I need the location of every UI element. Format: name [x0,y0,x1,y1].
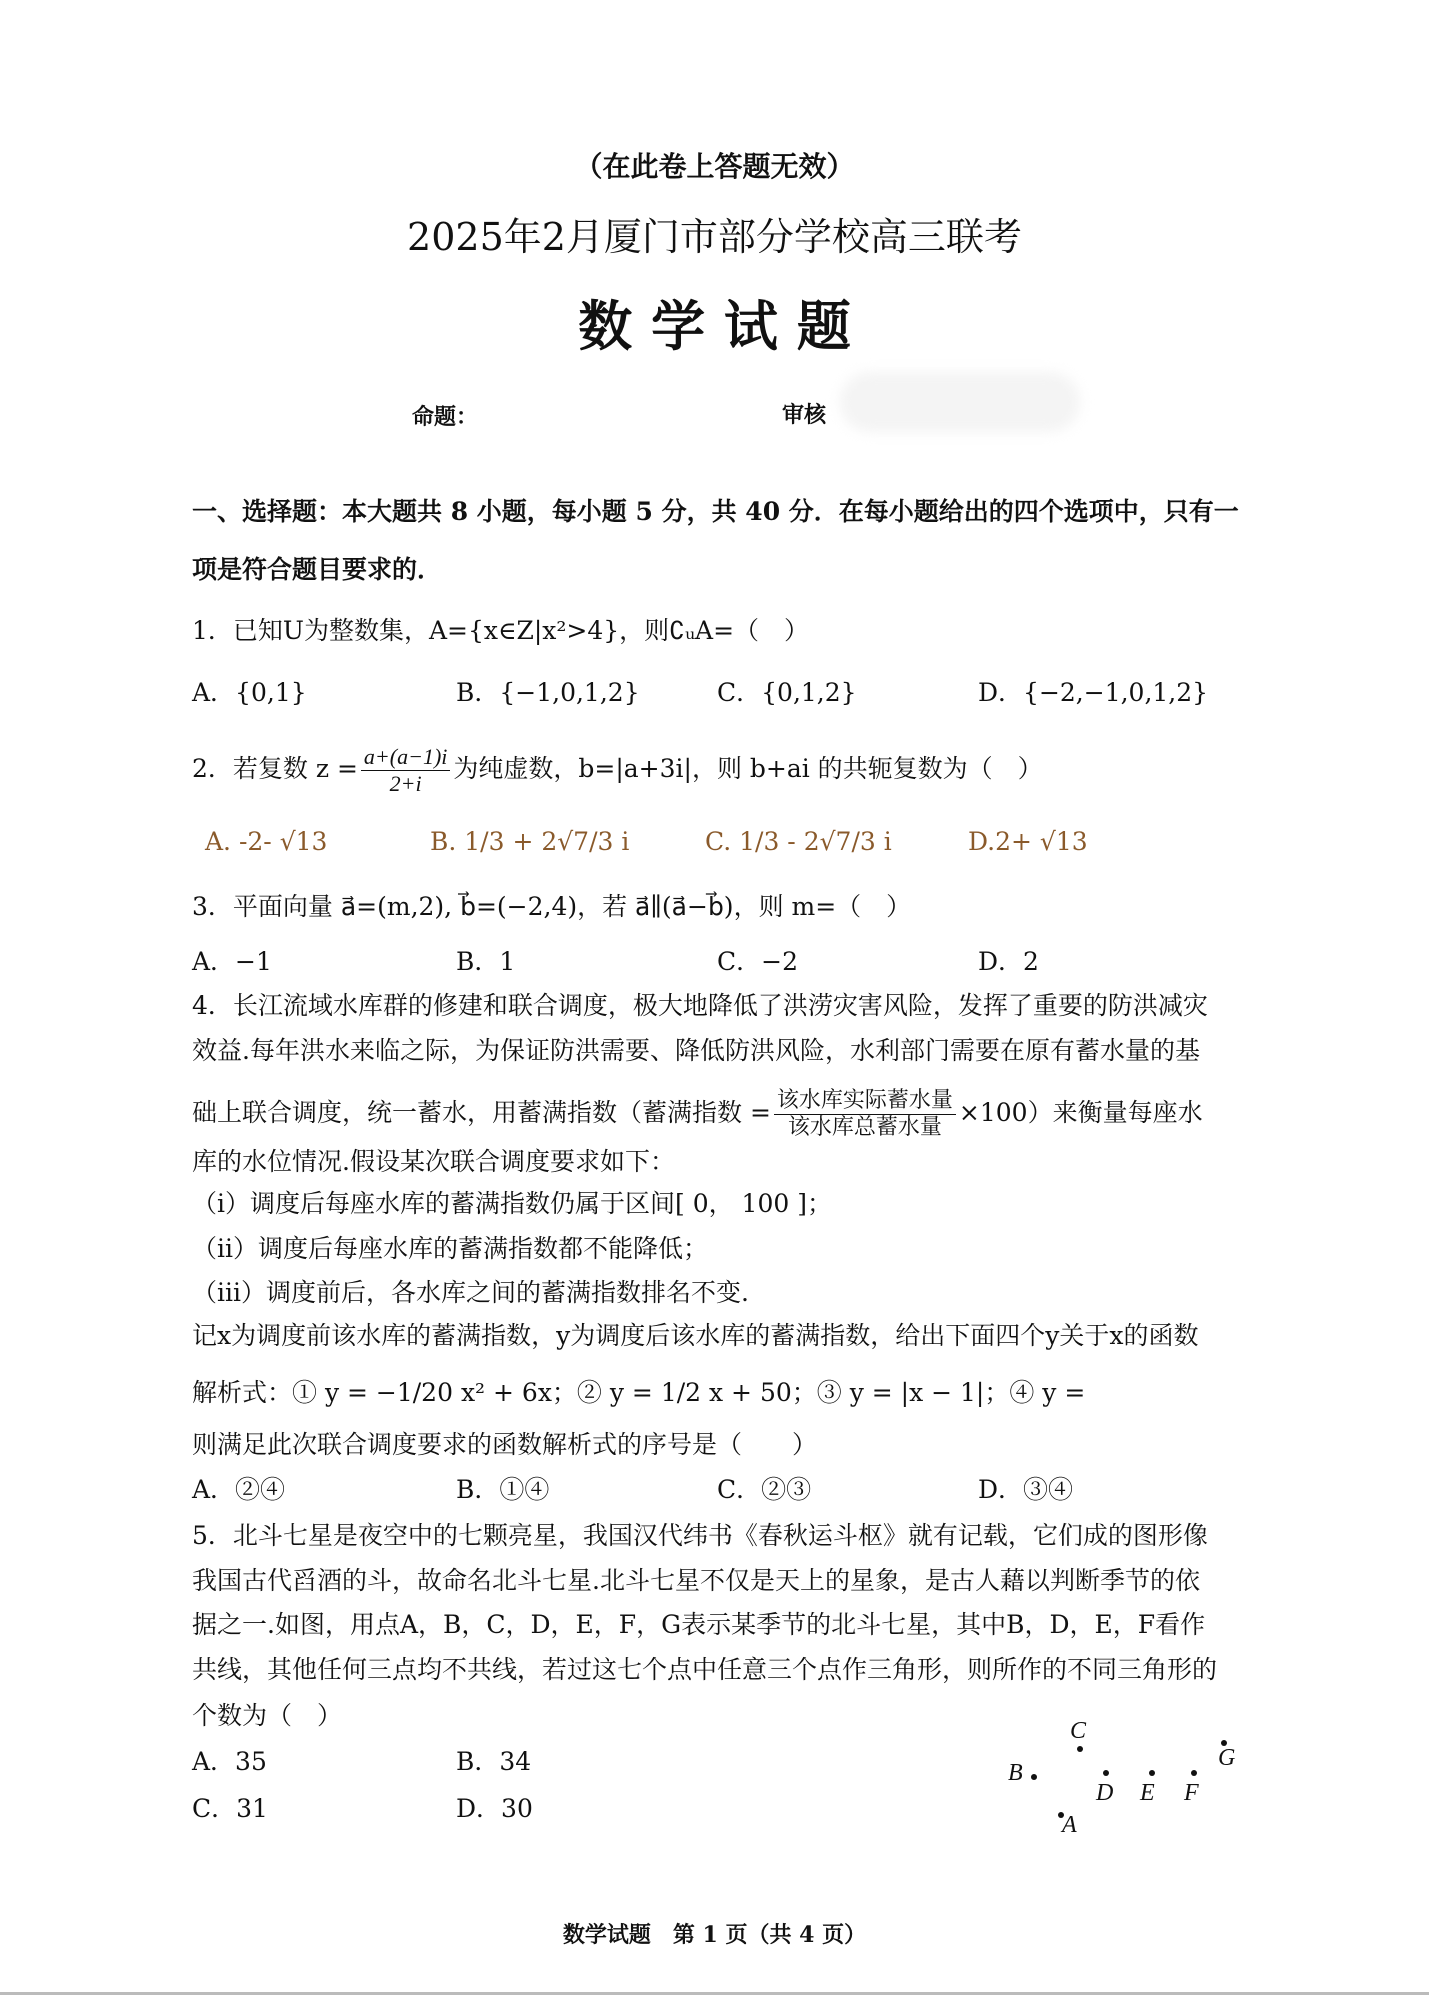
q4-condition-iii: （iii）调度前后，各水库之间的蓄满指数排名不变. [192,1278,749,1307]
q4-line1: 4．长江流域水库群的修建和联合调度，极大地降低了洪涝灾害风险，发挥了重要的防洪减灾 [192,991,1208,1020]
q1-option-b: B．{−1,0,1,2} [456,678,640,707]
q4-formulas: 解析式：① y = −1/20 x² + 6x；② y = 1/2 x + 50；③ y = |x − 1|；④ y = [192,1378,1086,1407]
q3-option-d: D．2 [978,947,1039,976]
q4-index-fraction [774,1088,956,1141]
q5-option-c: C．31 [192,1794,268,1823]
q4-condition-i: （i）调度后每座水库的蓄满指数仍属于区间[ 0， 100 ]； [192,1189,832,1218]
point-a-label: A [1062,1812,1077,1838]
q4-line3-start: 础上联合调度，统一蓄水，用蓄满指数（蓄满指数 = [192,1098,771,1127]
q1-option-a: A．{0,1} [192,678,307,707]
q2-stem-end: 为纯虚数，b=|a+3i|，则 b+ai 的共轭复数为（ ） [453,754,1043,783]
page-footer: 数学试题 第 1 页（共 4 页） [562,1922,867,1948]
q4-ask: 则满足此次联合调度要求的函数解析式的序号是（ ） [192,1430,818,1459]
point-d-dot [1103,1770,1109,1776]
exam-title: 2025年2月厦门市部分学校高三联考 [407,215,1022,259]
point-f-dot [1191,1770,1197,1776]
q5-line1: 5．北斗七星是夜空中的七颗亮星，我国汉代纬书《春秋运斗枢》就有记载，它们成的图形像 [192,1521,1208,1550]
section-header-line2: 项是符合题目要求的． [192,555,443,584]
q4-option-b: B．①④ [456,1475,550,1504]
notice: （在此卷上答题无效） [574,150,855,183]
q4-line8: 记x为调度前该水库的蓄满指数，y为调度后该水库的蓄满指数，给出下面四个y关于x的函数 [192,1321,1199,1350]
q4-option-d: D．③④ [978,1475,1074,1504]
q5-option-d: D．30 [456,1794,533,1823]
q3-option-a: A．−1 [192,947,272,976]
point-c-label: C [1070,1718,1087,1744]
q5-line3: 据之一.如图，用点A，B，C，D，E，F，G表示某季节的北斗七星，其中B，D，E，F看作 [192,1610,1206,1639]
q5-line5: 个数为（ ） [192,1701,343,1730]
point-e-label: E [1140,1780,1155,1806]
point-b-dot [1031,1774,1037,1780]
reviewer-label: 审核 [782,402,827,428]
q3-stem: 3．平面向量 a⃗=(m,2), b⃗=(−2,4)，若 a⃗∥(a⃗−b⃗)，则 m=（ ） [192,892,912,921]
q2-option-b: B. 1/3 + 2√7/3 i [430,827,630,856]
q2-stem-start: 2．若复数 z = [192,754,358,783]
point-g-label: G [1218,1745,1236,1771]
redacted-area [840,372,1080,432]
scan-edge-line [0,1992,1429,1995]
q1-option-c: C．{0,1,2} [717,678,857,707]
q2-option-a: A. -2- √13 [205,827,328,856]
point-b-label: B [1008,1760,1023,1786]
q1-option-d: D．{−2,−1,0,1,2} [978,678,1209,707]
q5-option-b: B．34 [456,1747,532,1776]
q4-condition-ii: （ii）调度后每座水库的蓄满指数都不能降低； [192,1234,708,1263]
section-header-line1: 一、选择题：本大题共 8 小题，每小题 5 分，共 40 分．在每小题给出的四个选项中，只有一 [192,497,1239,526]
q4-line2: 效益.每年洪水来临之际，为保证防洪需要、降低防洪风险，水利部门需要在原有蓄水量的基 [192,1036,1200,1065]
q4-line3 [192,1088,1203,1141]
point-c-dot [1077,1746,1083,1752]
q4-frac-num: 该水库实际蓄水量 [774,1088,956,1115]
q2-option-d: D.2+ √13 [968,827,1088,856]
q4-line4: 库的水位情况.假设某次联合调度要求如下： [192,1147,675,1176]
q2-numerator: a+(a−1)i [361,744,450,771]
q2-denominator: 2+i [389,771,422,796]
q4-line3-end: ×100）来衡量每座水 [958,1098,1203,1127]
q5-line4: 共线，其他任何三点均不共线，若过这七个点中任意三个点作三角形，则所作的不同三角形的 [192,1655,1218,1684]
point-f-label: F [1184,1780,1199,1806]
q3-option-b: B．1 [456,947,516,976]
q1-stem: 1．已知U为整数集，A={x∈Z|x²>4}，则∁ᵤA=（ ） [192,616,810,645]
q3-option-c: C．−2 [717,947,798,976]
q5-line2: 我国古代舀酒的斗，故命名北斗七星.北斗七星不仅是天上的星象，是古人藉以判断季节的依 [192,1566,1200,1595]
point-d-label: D [1096,1780,1114,1806]
q4-option-a: A．②④ [192,1475,286,1504]
q5-option-a: A．35 [192,1747,267,1776]
subject-title: 数 学 试 题 [578,294,851,358]
q4-frac-den: 该水库总蓄水量 [787,1115,942,1140]
q2-option-c: C. 1/3 - 2√7/3 i [705,827,892,856]
author-label: 命题： [412,404,479,430]
q4-option-c: C．②③ [717,1475,812,1504]
q2-stem [192,744,1043,797]
point-e-dot [1149,1770,1155,1776]
q2-fraction [361,744,450,797]
